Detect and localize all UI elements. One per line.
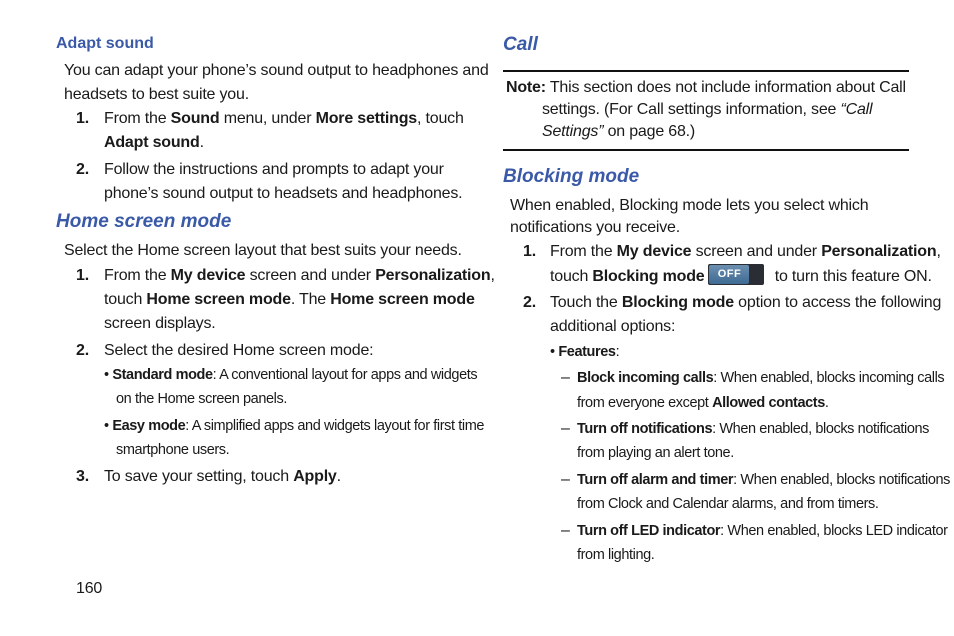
option-turn-off-alarm-line1	[577, 468, 950, 492]
text: from everyone except	[577, 395, 713, 411]
dash: –	[561, 522, 570, 539]
adapt-step2-line1: Follow the instructions and prompts to adapt your	[104, 161, 444, 178]
text: :	[615, 344, 620, 360]
text: From the	[104, 267, 171, 284]
text: .	[199, 134, 204, 151]
dash: –	[561, 471, 570, 488]
bullet-standard-mode-line1	[104, 363, 477, 387]
ui-term-personalization: Personalization	[821, 243, 937, 260]
ui-term-block-incoming-calls: Block incoming calls	[577, 370, 714, 386]
note-line2	[542, 98, 872, 122]
ui-term-apply: Apply	[293, 468, 337, 485]
text: : When enabled, blocks incoming calls	[713, 370, 945, 386]
ui-term-blocking-mode: Blocking mode	[621, 294, 734, 311]
adapt-step2-line2: phone’s sound output to headsets and headphones.	[104, 185, 463, 202]
option-turn-off-alarm-line2: from Clock and Calendar alarms, and from timers.	[577, 496, 879, 512]
section-heading-adapt-sound: Adapt sound	[56, 35, 154, 52]
option-block-incoming-calls-line2	[577, 391, 829, 415]
ui-term-sound: Sound	[170, 110, 220, 127]
text: This section does not include information about Call	[545, 79, 906, 96]
text: , touch	[417, 110, 464, 127]
dash: –	[561, 369, 570, 386]
text: touch	[550, 268, 593, 285]
ui-term-more-settings: More settings	[315, 110, 418, 127]
home-step3	[104, 465, 341, 489]
note-line1	[506, 76, 906, 100]
text: : When enabled, blocks notifications	[733, 472, 951, 488]
blocking-step1-line2	[550, 265, 932, 289]
text: From the	[104, 110, 171, 127]
step-number: 3.	[76, 468, 89, 485]
ui-term-turn-off-led-indicator: Turn off LED indicator	[577, 523, 721, 539]
section-heading-home-screen-mode: Home screen mode	[56, 211, 232, 232]
blocking-step2-line2: additional options:	[550, 318, 676, 335]
text: option to access the following	[733, 294, 942, 311]
bullet-easy-mode-line1	[104, 414, 484, 438]
ui-term-my-device: My device	[616, 243, 692, 260]
text: screen and under	[691, 243, 822, 260]
option-turn-off-notifications-line2: from playing an alert tone.	[577, 445, 734, 461]
home-step2: Select the desired Home screen mode:	[104, 342, 374, 359]
home-step1-line1	[104, 264, 495, 288]
home-step1-line2	[104, 288, 475, 312]
ui-term-home-screen-mode: Home screen mode	[330, 291, 475, 308]
home-intro: Select the Home screen layout that best suits your needs.	[64, 242, 462, 259]
ui-term-standard-mode: Standard mode	[112, 367, 213, 383]
ui-term-blocking-mode: Blocking mode	[592, 268, 705, 285]
bullet-easy-mode-line2: smartphone users.	[116, 442, 230, 458]
text: touch	[104, 291, 147, 308]
note-bottom-rule	[503, 149, 909, 151]
text: ,	[936, 243, 941, 260]
bullet-standard-mode-line2: on the Home screen panels.	[116, 391, 287, 407]
cross-reference: “Call	[840, 101, 873, 118]
step-number: 2.	[523, 294, 536, 311]
ui-term-features: Features	[558, 344, 616, 360]
ui-term-my-device: My device	[170, 267, 246, 284]
blocking-intro-line2: notifications you receive.	[510, 219, 681, 236]
ui-term-allowed-contacts: Allowed contacts	[712, 395, 825, 411]
step-number: 2.	[76, 161, 89, 178]
text: : When enabled, blocks LED indicator	[720, 523, 948, 539]
text: on page 68.)	[603, 123, 696, 140]
cross-reference: Settings”	[542, 123, 604, 140]
ui-term-home-screen-mode: Home screen mode	[146, 291, 291, 308]
text: to turn this feature ON.	[770, 268, 932, 285]
text: From the	[550, 243, 617, 260]
option-turn-off-led-line2: from lighting.	[577, 547, 655, 563]
blocking-step1-line1	[550, 240, 941, 264]
text: . The	[290, 291, 331, 308]
text: .	[824, 395, 829, 411]
ui-term-personalization: Personalization	[375, 267, 491, 284]
note-line3	[542, 120, 695, 144]
note-label: Note:	[506, 79, 546, 96]
bullet: •	[104, 367, 109, 383]
dash: –	[561, 420, 570, 437]
text: To save your setting, touch	[104, 468, 294, 485]
section-heading-call: Call	[503, 34, 538, 55]
text: : A conventional layout for apps and widgets	[212, 367, 478, 383]
adapt-step1-line1	[104, 107, 464, 131]
text: : A simplified apps and widgets layout for first time	[185, 418, 485, 434]
ui-term-turn-off-alarm-and-timer: Turn off alarm and timer	[577, 472, 734, 488]
text: .	[336, 468, 341, 485]
text: : When enabled, blocks notifications	[712, 421, 930, 437]
option-turn-off-notifications-line1	[577, 417, 929, 441]
text: screen and under	[245, 267, 376, 284]
text: settings. (For Call settings information, see	[542, 101, 841, 118]
text: menu, under	[219, 110, 316, 127]
adapt-sound-intro-line1: You can adapt your phone’s sound output to headphones and	[64, 62, 489, 79]
text: ,	[490, 267, 495, 284]
bullet-features	[550, 340, 619, 364]
text: Touch the	[550, 294, 622, 311]
bullet: •	[104, 418, 109, 434]
note-top-rule	[503, 70, 909, 72]
ui-term-adapt-sound: Adapt sound	[104, 134, 200, 151]
adapt-sound-intro-line2: headsets to best suite you.	[64, 86, 249, 103]
step-number: 2.	[76, 342, 89, 359]
home-step1-line3: screen displays.	[104, 315, 216, 332]
blocking-step2-line1	[550, 291, 941, 315]
section-heading-blocking-mode: Blocking mode	[503, 166, 640, 187]
step-number: 1.	[76, 110, 89, 127]
bullet: •	[550, 344, 555, 360]
off-toggle-icon	[708, 264, 764, 285]
step-number: 1.	[523, 243, 536, 260]
option-block-incoming-calls-line1	[577, 366, 944, 390]
adapt-step1-line2	[104, 131, 204, 155]
page-number: 160	[76, 580, 103, 597]
option-turn-off-led-line1	[577, 519, 948, 543]
toggle-knob: OFF	[709, 265, 749, 284]
ui-term-turn-off-notifications: Turn off notifications	[577, 421, 713, 437]
blocking-intro-line1: When enabled, Blocking mode lets you select which	[510, 197, 869, 214]
ui-term-easy-mode: Easy mode	[112, 418, 186, 434]
step-number: 1.	[76, 267, 89, 284]
